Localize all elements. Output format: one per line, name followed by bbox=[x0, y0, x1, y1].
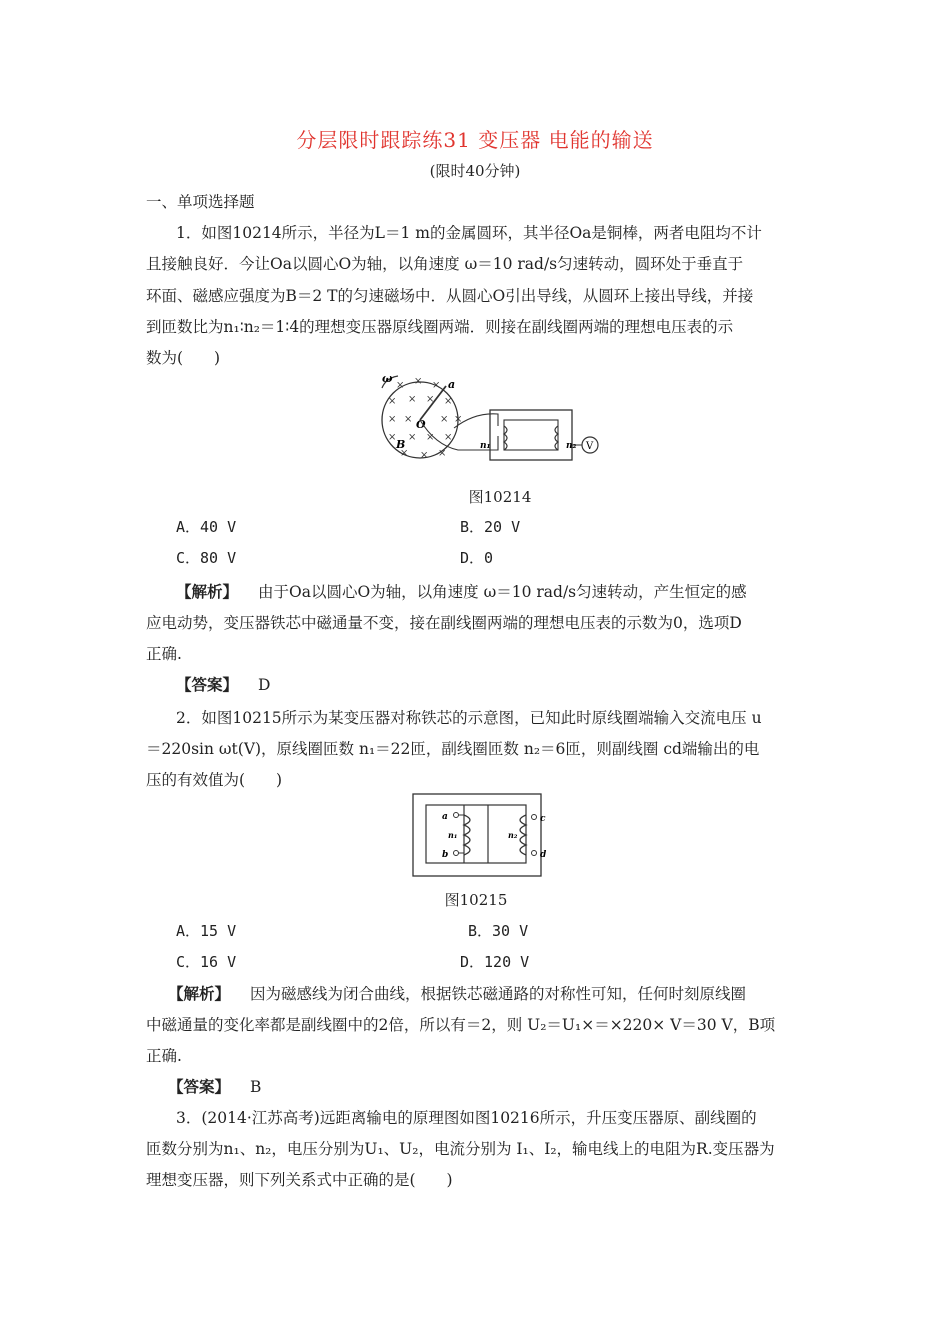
option-d[interactable]: D．120 V bbox=[460, 953, 530, 971]
option-b[interactable]: B．30 V bbox=[468, 922, 529, 940]
primary-coil bbox=[464, 815, 470, 855]
answer-line bbox=[168, 1075, 261, 1097]
svg-text:×: × bbox=[396, 380, 405, 391]
svg-text:×: × bbox=[454, 414, 463, 425]
svg-text:×: × bbox=[432, 380, 441, 391]
svg-text:×: × bbox=[426, 394, 435, 405]
analysis-text: 由于Oa以圆心O为轴，以角速度 ω＝10 rad/s匀速转动，产生恒定的感 bbox=[258, 583, 747, 601]
answer-line bbox=[176, 673, 270, 695]
answer-value: D bbox=[258, 676, 271, 694]
n1-label: n₁ bbox=[448, 830, 458, 840]
q3-line: 3．(2014·江苏高考)远距离输电的原理图如图10216所示，升压变压器原、副线圈的 bbox=[176, 1109, 757, 1127]
analysis-text: 因为磁感线为闭合曲线，根据铁芯磁通路的对称性可知，任何时刻原线圈 bbox=[250, 985, 747, 1003]
n2-label: n₂ bbox=[508, 830, 518, 840]
option-d[interactable]: D．0 bbox=[460, 549, 494, 567]
secondary-coil bbox=[520, 815, 526, 855]
q1-line: 环面、磁感应强度为B＝2 T的匀速磁场中．从圆心O引出导线，从圆环上接出导线，并接 bbox=[146, 287, 754, 305]
svg-text:×: × bbox=[388, 414, 397, 425]
time-limit: (限时40分钟) bbox=[429, 162, 521, 180]
q2-line: ＝220sin ωt(V)，原线圈匝数 n₁＝22匝，副线圈匝数 n₂＝6匝，则副线圈 cd端输出的电 bbox=[146, 740, 760, 758]
page-title: 分层限时跟踪练31 变压器 电能的输送 bbox=[296, 128, 654, 152]
svg-text:×: × bbox=[404, 414, 413, 425]
svg-text:×: × bbox=[438, 448, 447, 459]
q3-line: 理想变压器，则下列关系式中正确的是( ) bbox=[146, 1171, 453, 1189]
d-label: d bbox=[540, 850, 547, 860]
svg-text:×: × bbox=[444, 432, 453, 443]
analysis-label: 【解析】 bbox=[168, 984, 231, 1003]
svg-text:×: × bbox=[414, 376, 423, 387]
c-label: c bbox=[540, 814, 546, 824]
transformer-core bbox=[490, 410, 572, 460]
answer-value: B bbox=[250, 1078, 262, 1096]
q2-line: 压的有效值为( ) bbox=[146, 771, 283, 789]
svg-text:×: × bbox=[388, 396, 397, 407]
q1-line: 1．如图10214所示，半径为L＝1 m的金属圆环，其半径Oa是铜棒，两者电阻均不计 bbox=[176, 224, 762, 242]
o-label: O bbox=[416, 418, 426, 431]
q2-line: 2．如图10215所示为某变压器对称铁芯的示意图，已知此时原线圈端输入交流电压 u bbox=[176, 709, 762, 727]
voltmeter-label: V bbox=[586, 441, 594, 452]
option-a[interactable]: A．40 V bbox=[176, 518, 237, 536]
a-label: a bbox=[442, 812, 448, 822]
a-label: a bbox=[448, 378, 456, 391]
svg-text:×: × bbox=[408, 432, 417, 443]
figure-caption: 图10215 bbox=[444, 891, 508, 909]
analysis-line: 应电动势，变压器铁芯中磁通量不变，接在副线圈两端的理想电压表的示数为0，选项D bbox=[146, 614, 742, 632]
analysis-label: 【解析】 bbox=[176, 582, 239, 601]
svg-text:×: × bbox=[444, 396, 453, 407]
figure-caption: 图10214 bbox=[468, 488, 532, 506]
answer-label: 【答案】 bbox=[168, 1077, 231, 1096]
svg-text:×: × bbox=[408, 394, 417, 405]
svg-text:×: × bbox=[400, 448, 409, 459]
section-heading: 一、单项选择题 bbox=[146, 193, 255, 211]
figure-10214 bbox=[380, 370, 600, 470]
option-a[interactable]: A．15 V bbox=[176, 922, 237, 940]
option-c[interactable]: C．80 V bbox=[176, 549, 237, 567]
omega-label: ω bbox=[382, 372, 393, 385]
answer-label: 【答案】 bbox=[176, 675, 239, 694]
q3-line: 匝数分别为n₁、n₂，电压分别为U₁、U₂，电流分别为 I₁、I₂，输电线上的电阻为R.变压器为 bbox=[146, 1140, 775, 1158]
svg-text:×: × bbox=[426, 432, 435, 443]
analysis-line bbox=[176, 580, 747, 602]
q1-line: 且接触良好．今让Oa以圆心O为轴，以角速度 ω＝10 rad/s匀速转动，圆环处于垂直于 bbox=[146, 255, 744, 273]
option-b[interactable]: B．20 V bbox=[460, 518, 521, 536]
q1-line: 到匝数比为n₁∶n₂＝1∶4的理想变压器原线圈两端．则接在副线圈两端的理想电压表的示 bbox=[146, 318, 734, 336]
svg-text:×: × bbox=[388, 432, 397, 443]
q1-line: 数为( ) bbox=[146, 349, 221, 367]
analysis-line: 正确. bbox=[146, 645, 182, 663]
svg-text:×: × bbox=[420, 450, 429, 461]
svg-text:×: × bbox=[440, 414, 449, 425]
figure-10215 bbox=[412, 793, 547, 877]
b-label: b bbox=[442, 850, 449, 860]
analysis-line: 中磁通量的变化率都是副线圈中的2倍，所以有＝2，则 U₂＝U₁×＝×220× V＝30 V，B项 bbox=[146, 1016, 776, 1034]
n2-label: n₂ bbox=[566, 441, 577, 451]
b-label: B bbox=[396, 438, 406, 451]
analysis-line: 正确. bbox=[146, 1047, 182, 1065]
option-c[interactable]: C．16 V bbox=[176, 953, 237, 971]
analysis-line bbox=[168, 982, 746, 1004]
n1-label: n₁ bbox=[480, 441, 491, 451]
